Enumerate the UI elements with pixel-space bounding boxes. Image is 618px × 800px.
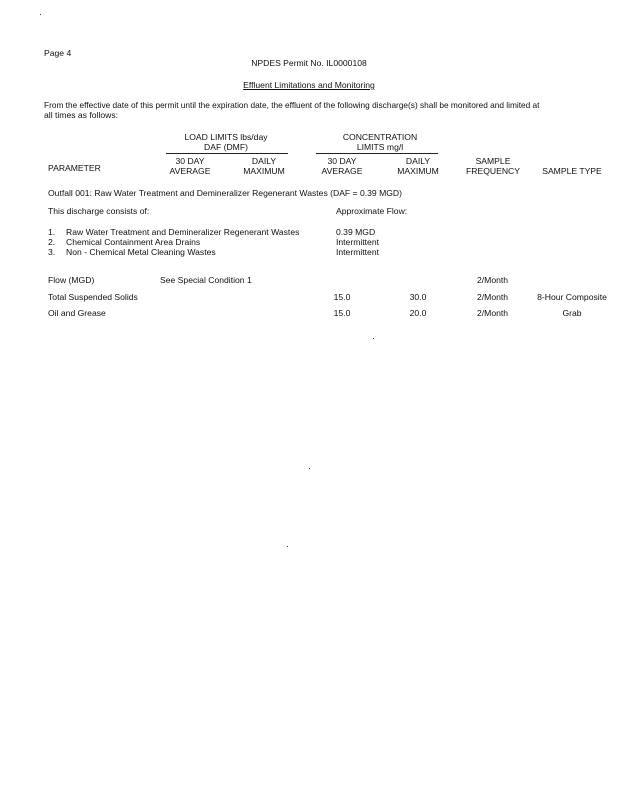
sample-frequency-subheader: FREQUENCY: [466, 166, 520, 176]
consists-label: This discharge consists of:: [48, 206, 150, 216]
source-number: 2.: [48, 237, 56, 247]
scan-speck: [40, 14, 41, 15]
section-title: Effluent Limitations and Monitoring: [243, 80, 375, 90]
page-label: Page 4: [44, 48, 72, 58]
load-limits-subheader: DAF (DMF): [204, 142, 248, 152]
intro-line-2: all times as follows:: [44, 110, 119, 120]
permit-title: NPDES Permit No. IL0000108: [251, 58, 367, 68]
row-sample-type: 8-Hour Composite: [537, 292, 607, 302]
load-daily-header: DAILY: [251, 156, 277, 166]
approx-flow-label: Approximate Flow:: [336, 206, 408, 216]
row-sample-type: Grab: [562, 308, 582, 318]
row-frequency: 2/Month: [477, 292, 509, 302]
concentration-header: CONCENTRATION: [342, 132, 418, 142]
row-note: See Special Condition 1: [160, 275, 252, 285]
parameter-column-header: PARAMETER: [48, 163, 101, 173]
sample-frequency-header: SAMPLE: [475, 156, 511, 166]
scan-speck: [373, 338, 374, 339]
load-daily-subheader: MAXIMUM: [243, 166, 285, 176]
source-name: Non - Chemical Metal Cleaning Wastes: [66, 247, 216, 257]
outfall-title: Outfall 001: Raw Water Treatment and Demineralizer Regenerant Wastes (DAF = 0.39 MGD): [48, 188, 402, 198]
row-conc-30day: 15.0: [333, 292, 351, 302]
concentration-subheader: LIMITS mg/l: [356, 142, 404, 152]
intro-line-1: From the effective date of this permit until the expiration date, the effluent of the following discharge(s) shall be monitored and limited at: [44, 100, 540, 110]
row-parameter: Oil and Grease: [48, 308, 106, 318]
row-parameter: Total Suspended Solids: [48, 292, 138, 302]
row-frequency: 2/Month: [477, 275, 509, 285]
row-conc-daily: 20.0: [409, 308, 427, 318]
load-limits-header: LOAD LIMITS lbs/day: [184, 132, 268, 142]
conc-30day-header: 30 DAY: [327, 156, 357, 166]
load-limits-rule: [166, 153, 288, 154]
concentration-rule: [316, 153, 438, 154]
source-name: Raw Water Treatment and Demineralizer Regenerant Wastes: [66, 227, 300, 237]
source-flow: Intermittent: [336, 247, 379, 257]
conc-30day-subheader: AVERAGE: [321, 166, 363, 176]
scan-speck: [287, 546, 288, 547]
row-frequency: 2/Month: [477, 308, 509, 318]
load-30day-subheader: AVERAGE: [169, 166, 211, 176]
source-name: Chemical Containment Area Drains: [66, 237, 201, 247]
conc-daily-header: DAILY: [405, 156, 431, 166]
source-number: 1.: [48, 227, 56, 237]
sample-type-header: SAMPLE TYPE: [542, 166, 602, 176]
row-conc-daily: 30.0: [409, 292, 427, 302]
row-parameter: Flow (MGD): [48, 275, 95, 285]
row-conc-30day: 15.0: [333, 308, 351, 318]
load-30day-header: 30 DAY: [175, 156, 205, 166]
conc-daily-subheader: MAXIMUM: [397, 166, 439, 176]
scan-speck: [309, 468, 310, 469]
source-flow: Intermittent: [336, 237, 379, 247]
source-flow: 0.39 MGD: [336, 227, 376, 237]
source-number: 3.: [48, 247, 56, 257]
